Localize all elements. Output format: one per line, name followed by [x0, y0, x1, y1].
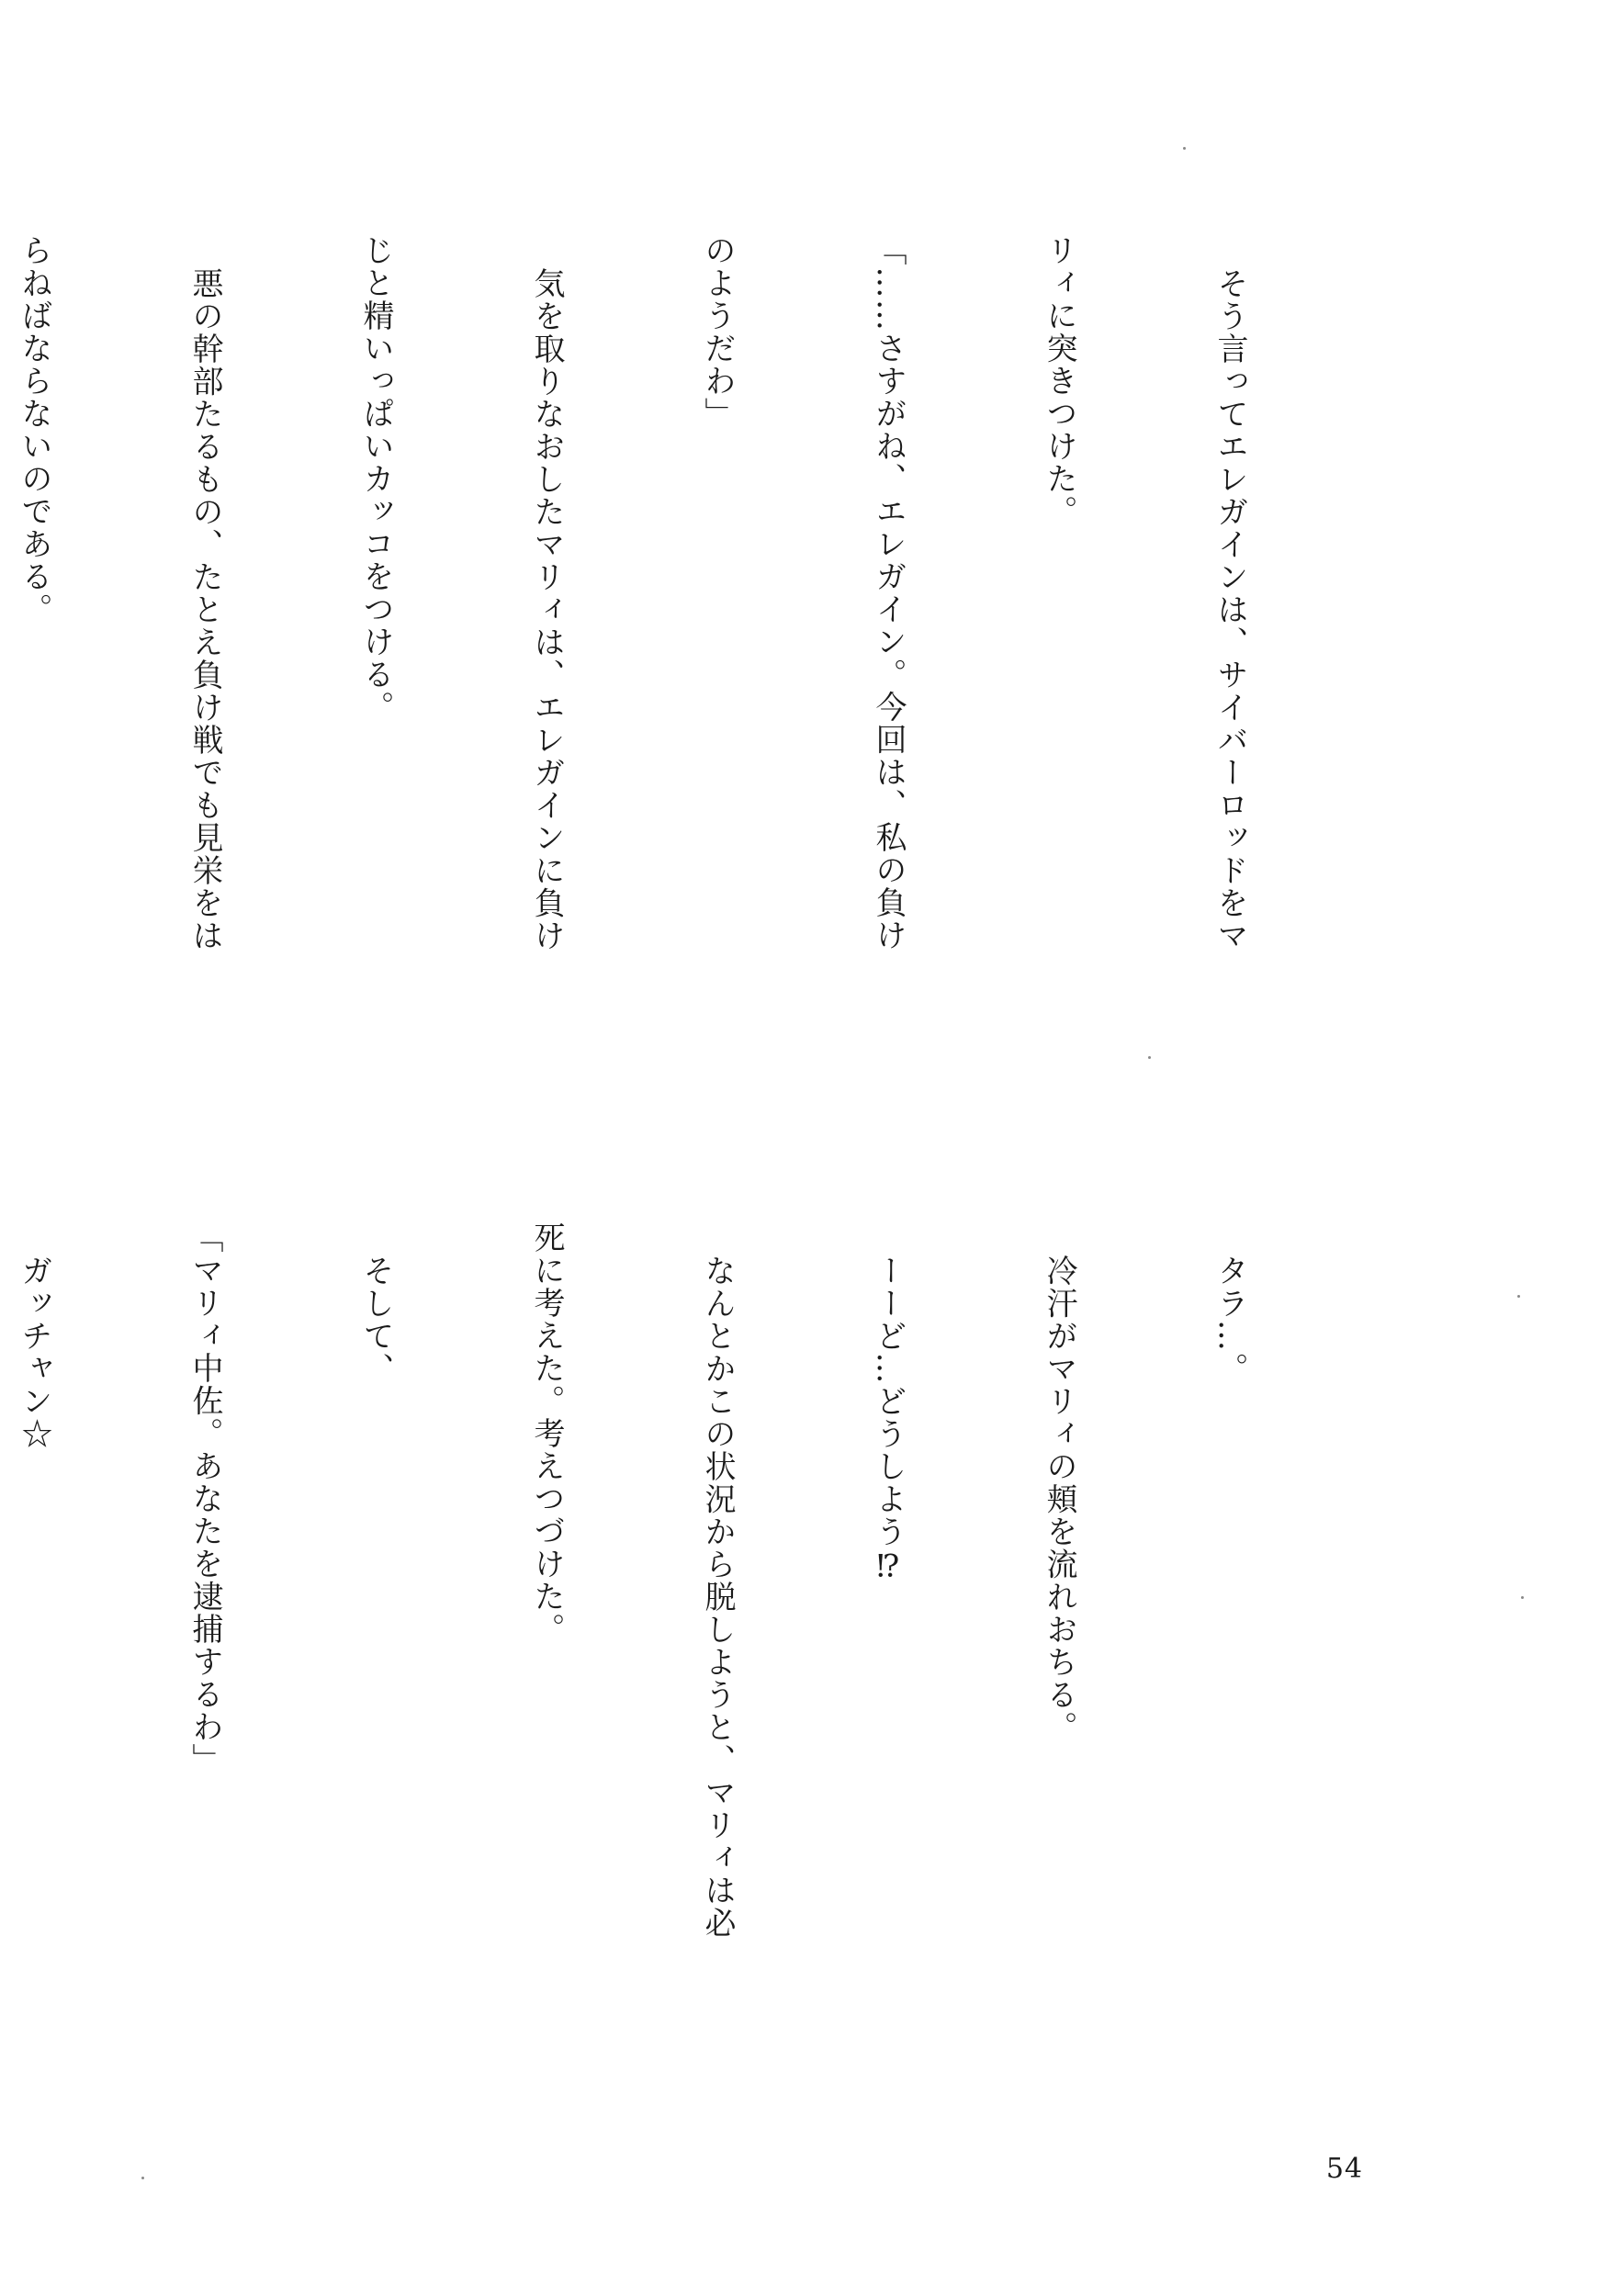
lower-text-block: [0, 1221, 1372, 2076]
scan-speck: [1517, 1295, 1520, 1298]
text-column: そう言ってエレガインは、サイバーロッドをマ: [1211, 267, 1248, 952]
text-column: じと精いっぱいカッコをつける。: [357, 234, 394, 724]
scan-speck: [1148, 1056, 1151, 1059]
text-column: ガッチャン☆: [16, 1255, 52, 1450]
text-column: リィに突きつけた。: [1041, 234, 1077, 528]
scan-speck: [141, 2177, 144, 2179]
text-column: 冷汗がマリィの頬を流れおちる。: [1041, 1255, 1077, 1744]
upper-text-block: [0, 234, 1372, 1107]
text-column: そして、: [357, 1255, 394, 1385]
text-column: 悪の幹部たるもの、たとえ負け戦でも見栄をは: [186, 267, 223, 952]
text-column: 「マリィ中佐。あなたを逮捕するわ」: [186, 1221, 223, 1776]
scan-speck: [1521, 1596, 1524, 1599]
text-column: のようだわ」: [699, 234, 736, 430]
page-number: 54: [1325, 2153, 1363, 2185]
text-column: 「……さすがね、エレガイン。今回は、私の負け: [870, 234, 907, 951]
text-column: らねばならないのである。: [16, 234, 52, 625]
text-column: 死に考えた。考えつづけた。: [528, 1221, 565, 1646]
scan-speck: [1183, 147, 1186, 150]
text-column: 気を取りなおしたマリィは、エレガインに負け: [528, 267, 565, 952]
text-column: タラ…。: [1211, 1255, 1248, 1385]
text-column: ーーど…どうしよう⁉: [870, 1255, 907, 1586]
text-column: なんとかこの状況から脱しようと、マリィは必: [699, 1255, 736, 1940]
